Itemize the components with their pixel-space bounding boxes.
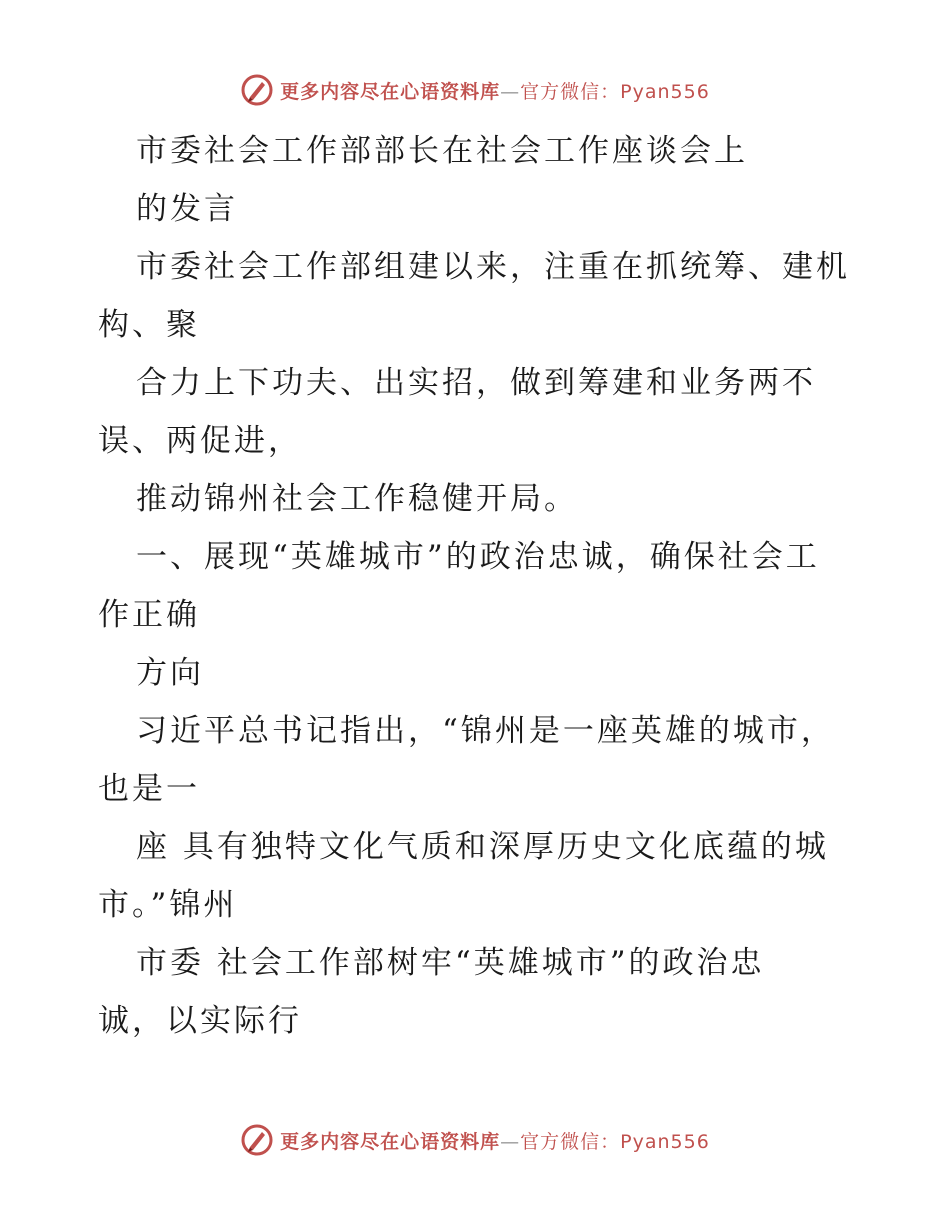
pen-logo-icon	[240, 1123, 274, 1157]
text-line: 市委社会工作部组建以来，注重在抓统筹、建机	[136, 249, 850, 285]
watermark-contact: 官方微信：Pyan556	[520, 1130, 710, 1153]
text-line: 市委社会工作部部长在社会工作座谈会上	[136, 133, 748, 169]
watermark-separator: —	[500, 1130, 521, 1153]
text-line: 合力上下功夫、出实招，做到筹建和业务两不	[136, 365, 816, 401]
text-line: 的发言	[136, 191, 238, 227]
text-line: 市委 社会工作部树牢“英雄城市”的政治忠	[136, 945, 765, 981]
watermark-brand: 更多内容尽在心语资料库	[280, 1130, 501, 1153]
text-line: 一、展现“英雄城市”的政治忠诚，确保社会工	[136, 539, 820, 575]
text-line: 诚，以实际行	[98, 1003, 302, 1039]
text-line: 习近平总书记指出，“锦州是一座英雄的城市，	[136, 713, 835, 749]
text-line: 推动锦州社会工作稳健开局。	[136, 481, 578, 517]
document-body	[98, 122, 858, 1050]
text-line: 作正确	[98, 597, 200, 633]
footer-watermark	[0, 1120, 950, 1160]
header-watermark	[0, 70, 950, 110]
watermark-text	[280, 1127, 710, 1154]
text-line: 也是一	[98, 771, 200, 807]
text-line: 误、两促进，	[98, 423, 302, 459]
text-line: 市。”锦州	[98, 887, 238, 923]
pen-logo-icon	[240, 73, 274, 107]
watermark-brand: 更多内容尽在心语资料库	[280, 80, 501, 103]
watermark-contact: 官方微信：Pyan556	[520, 80, 710, 103]
text-line: 方向	[136, 655, 204, 691]
text-line: 构、聚	[98, 307, 200, 343]
text-line: 座 具有独特文化气质和深厚历史文化底蕴的城	[136, 829, 829, 865]
watermark-text	[280, 77, 710, 104]
watermark-separator: —	[500, 80, 521, 103]
